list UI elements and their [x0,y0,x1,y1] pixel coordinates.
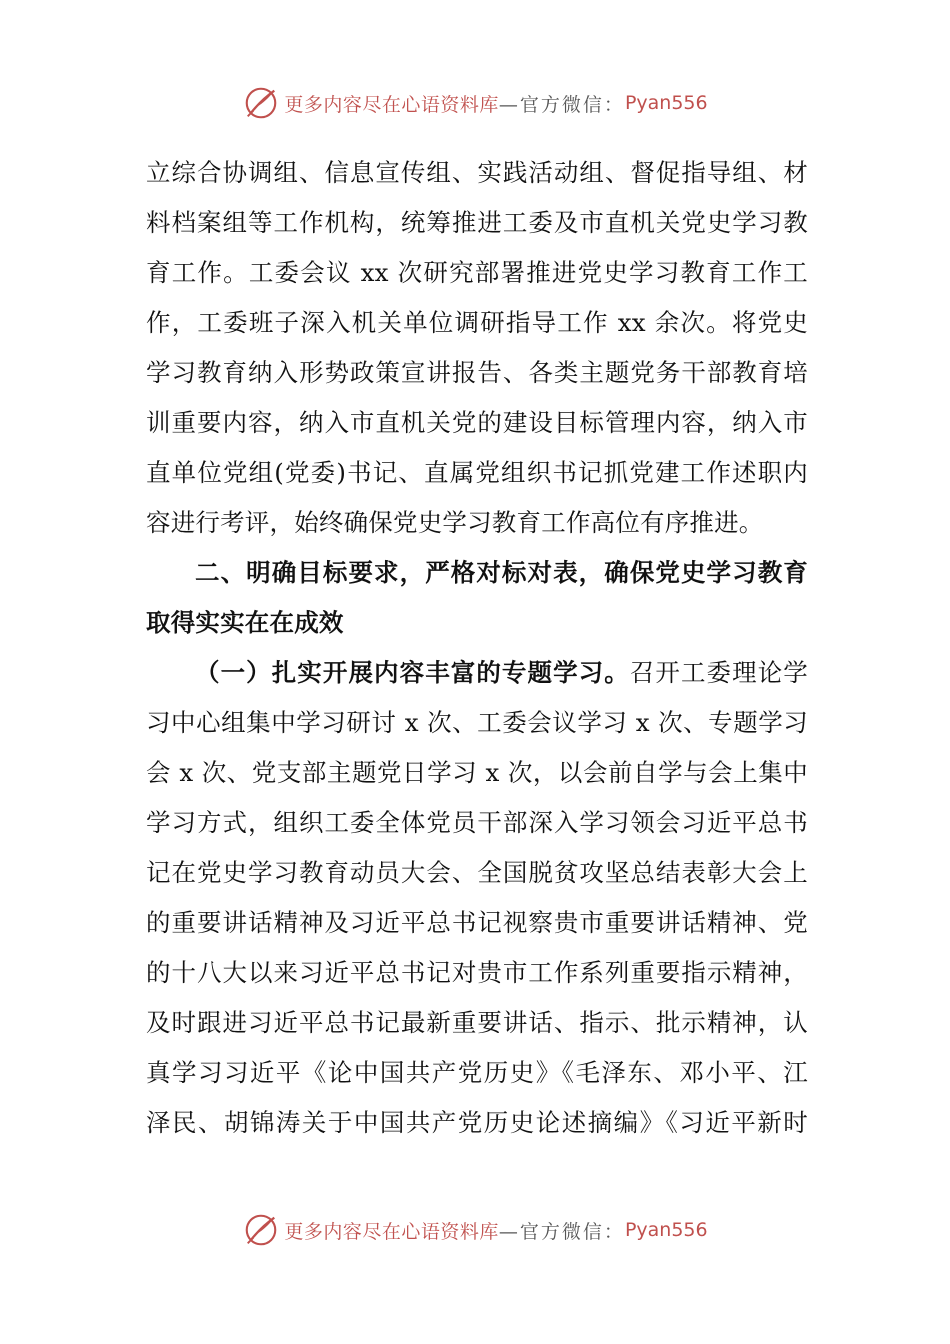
section-heading-2 [146,548,808,648]
footer-text-dash: —官方微信： [498,1220,625,1243]
quill-logo-icon [242,1211,280,1249]
document-body [146,148,808,1148]
text-line: 会 x 次、党支部主题党日学习 x 次，以会前自学与会上集中 [146,758,808,787]
heading-line: 二、明确目标要求，严格对标对表，确保党史学习教育 [195,558,808,587]
subsection-title: （一）扎实开展内容丰富的专题学习。 [195,658,630,687]
text-line: 的十八大以来习近平总书记对贵市工作系列重要指示精神， [146,958,808,987]
subsection-first-rest: 召开工委理论学 [629,658,808,687]
subsection-first-line [146,648,808,698]
text-line: 育工作。工委会议 xx 次研究部署推进党史学习教育工作工 [146,258,808,287]
text-line: 记在党史学习教育动员大会、全国脱贫攻坚总结表彰大会上 [146,858,808,887]
footer-text-main: 更多内容尽在心语资料库 [284,1220,499,1243]
text-line: 及时跟进习近平总书记最新重要讲话、指示、批示精神，认 [146,1008,808,1037]
text-line: 的重要讲话精神及习近平总书记视察贵市重要讲话精神、党 [146,908,808,937]
header-wechat-id: Pyan556 [624,92,708,114]
text-line: 泽民、胡锦涛关于中国共产党历史论述摘编》《习近平新时 [146,1108,808,1137]
quill-logo-icon [242,84,280,122]
text-line: 学习方式，组织工委全体党员干部深入学习领会习近平总书 [146,808,808,837]
header-text-dash: —官方微信： [498,93,625,116]
text-line: 容进行考评，始终确保党史学习教育工作高位有序推进。 [146,508,764,537]
text-line: 作，工委班子深入机关单位调研指导工作 xx 余次。将党史 [146,308,808,337]
footer-banner [0,1210,950,1250]
text-line: 训重要内容，纳入市直机关党的建设目标管理内容，纳入市 [146,408,808,437]
text-line: 直单位党组(党委)书记、直属党组织书记抓党建工作述职内 [146,458,808,487]
text-line: 学习教育纳入形势政策宣讲报告、各类主题党务干部教育培 [146,358,808,387]
heading-line: 取得实实在在成效 [146,608,344,637]
footer-wechat-id: Pyan556 [624,1219,708,1241]
text-line: 习中心组集中学习研讨 x 次、工委会议学习 x 次、专题学习 [146,708,808,737]
paragraph-1 [146,148,808,548]
text-line: 料档案组等工作机构，统筹推进工委及市直机关党史学习教 [146,208,808,237]
header-text-main: 更多内容尽在心语资料库 [284,93,499,116]
header-banner [0,83,950,123]
text-line: 立综合协调组、信息宣传组、实践活动组、督促指导组、材 [146,158,808,187]
text-line: 真学习习近平《论中国共产党历史》《毛泽东、邓小平、江 [146,1058,808,1087]
subsection-1 [146,648,808,1148]
